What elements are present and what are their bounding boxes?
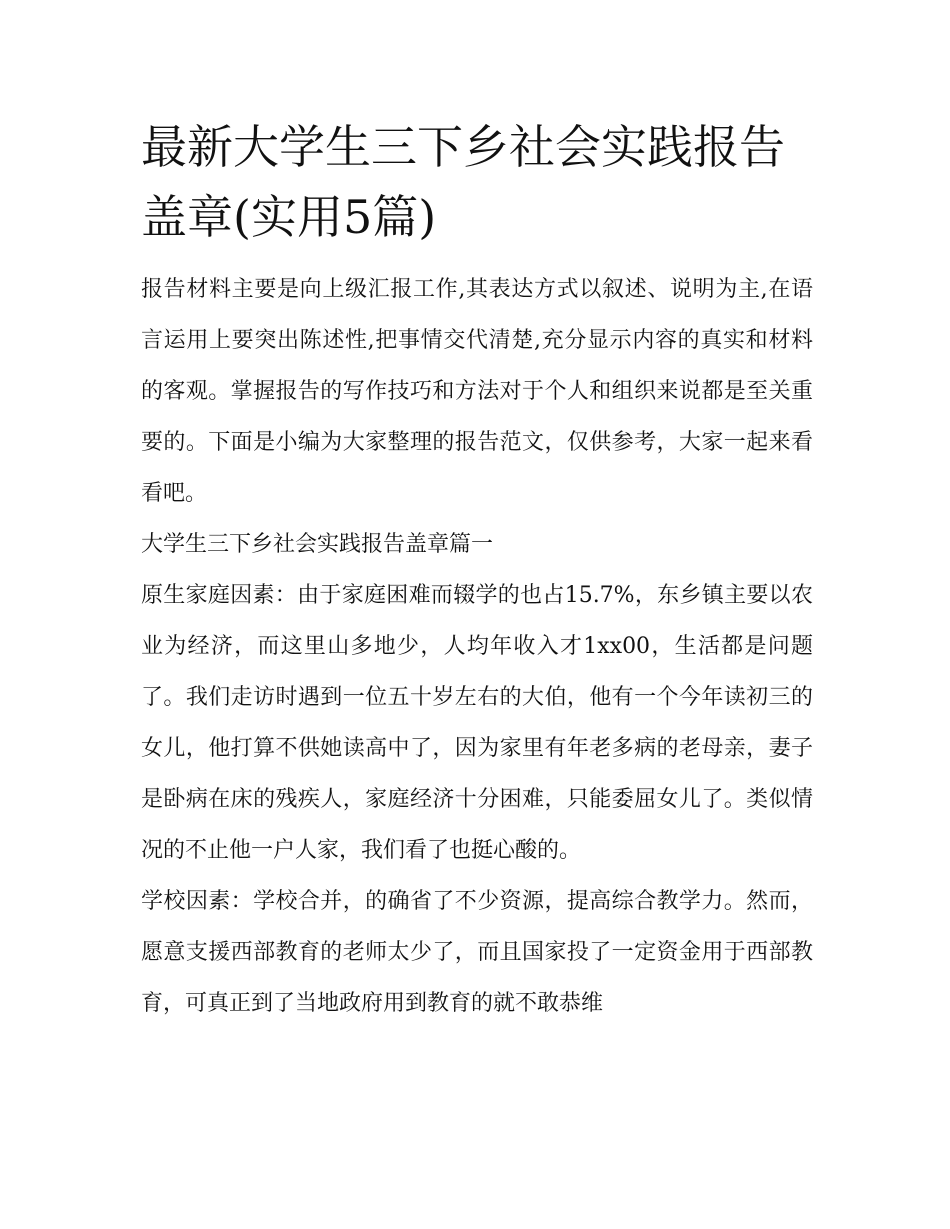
family-factors-paragraph: 原生家庭因素：由于家庭困难而辍学的也占15.7%，东乡镇主要以农业为经济，而这里山多地少，人均年收入才1xx00，生活都是问题了。我们走访时遇到一位五十岁左右的大伯，他有一个今年读初三的女儿，他打算不供她读高中了，因为家里有年老多病的老母亲，妻子是卧病在床的残疾人，家庭经济十分困难，只能委屈女儿了。类似情况的不止他一户人家，我们看了也挺心酸的。 (141, 583, 813, 863)
intro-paragraph: 报告材料主要是向上级汇报工作,其表达方式以叙述、说明为主,在语言运用上要突出陈述性,把事情交代清楚,充分显示内容的真实和材料的客观。掌握报告的写作技巧和方法对于个人和组织来说都是至关重要的。下面是小编为大家整理的报告范文，仅供参考，大家一起来看看吧。 (141, 277, 813, 506)
document-title: 最新大学生三下乡社会实践报告盖章(实用5篇) (141, 120, 785, 244)
school-factors-paragraph: 学校因素：学校合并，的确省了不少资源，提高综合教学力。然而，愿意支援西部教育的老师太少了，而且国家投了一定资金用于西部教育，可真正到了当地政府用到教育的就不敢恭维 (141, 889, 813, 1016)
document-body (141, 112, 813, 1029)
section-heading: 大学生三下乡社会实践报告盖章篇一 (141, 532, 494, 557)
